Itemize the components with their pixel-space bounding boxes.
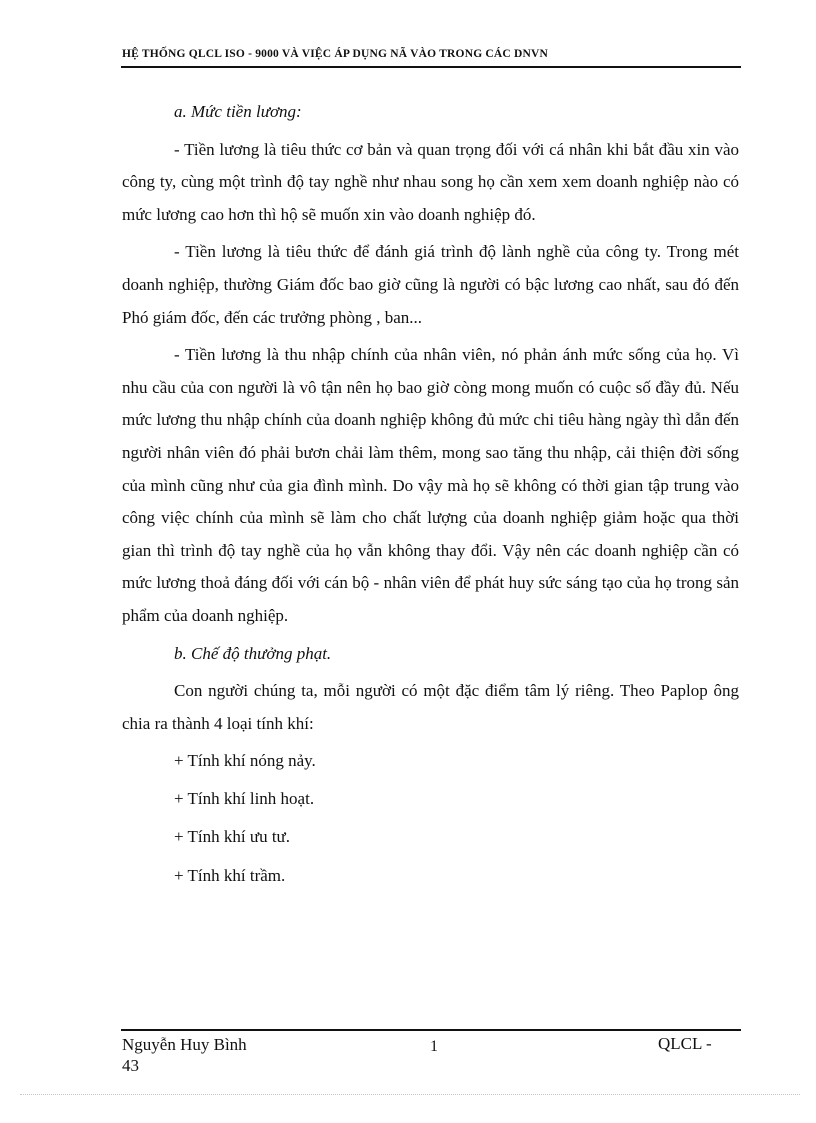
author-name: Nguyễn Huy Bình bbox=[122, 1035, 247, 1054]
paragraph: - Tiền lương là thu nhập chính của nhân viên, nó phản ánh mức sống của họ. Vì nhu cầu của con người là vô tận nên họ bao giờ còng mong muốn có cuộc số đầy đủ. Nếu mức lương thu nhập chính của doanh nghiệp không đủ mức chi tiêu hàng ngày thì dẫn đến người nhân viên đó phải bươn chải làm thêm, mong sao tăng thu nhập, cải thiện đời sống của mình cũng như của gia đình mình. Do vậy mà họ sẽ không có thời gian tập trung vào công việc chính của mình sẽ làm cho chất lượng của doanh nghiệp giảm hoặc qua thời gian thì trình độ tay nghề của họ vẫn không thay đổi. Vậy nên các doanh nghiệp cần có mức lương thoả đáng đối với cán bộ - nhân viên để phát huy sức sáng tạo của họ trong sản phẩm của doanh nghiệp. bbox=[122, 345, 739, 625]
section-heading-b: b. Chế độ thưởng phạt. bbox=[174, 643, 332, 663]
list-item: + Tính khí ưu tư. bbox=[174, 827, 291, 847]
paragraph: - Tiền lương là tiêu thức để đánh giá trình độ lành nghề của công ty. Trong mét doanh nghiệp, thường Giám đốc bao giờ cũng là người có bậc lương cao nhất, sau đó đến Phó giám đốc, đến các trưởng phòng , ban... bbox=[122, 242, 739, 327]
body-content bbox=[122, 96, 739, 898]
list-item: + Tính khí linh hoạt. bbox=[174, 789, 315, 809]
running-header: HỆ THỐNG QLCL ISO - 9000 VÀ VIỆC ÁP DỤNG NÃ VÀO TRONG CÁC DNVN bbox=[122, 48, 549, 60]
footer-divider bbox=[121, 1029, 741, 1031]
header-divider bbox=[121, 66, 741, 68]
paragraph: Con người chúng ta, mỗi người có một đặc điểm tâm lý riêng. Theo Paplop ông chia ra thành 4 loại tính khí: bbox=[122, 681, 739, 733]
page-number: 1 bbox=[430, 1038, 438, 1055]
section-heading-a: a. Mức tiền lương: bbox=[174, 102, 302, 121]
list-item: + Tính khí trầm. bbox=[174, 865, 286, 885]
author-class: 43 bbox=[122, 1056, 139, 1075]
footer-author bbox=[122, 1034, 282, 1076]
list-item: + Tính khí nóng nảy. bbox=[174, 751, 316, 771]
paragraph: - Tiền lương là tiêu thức cơ bản và quan trọng đối với cá nhân khi bắt đầu xin vào công ty, cùng một trình độ tay nghề như nhau song họ cần xem xem doanh nghiệp nào có mức lương cao hơn thì hộ sẽ muốn xin vào doanh nghiệp đó. bbox=[122, 139, 739, 224]
page-bottom-edge bbox=[20, 1094, 800, 1095]
footer-course: QLCL - bbox=[658, 1034, 712, 1053]
